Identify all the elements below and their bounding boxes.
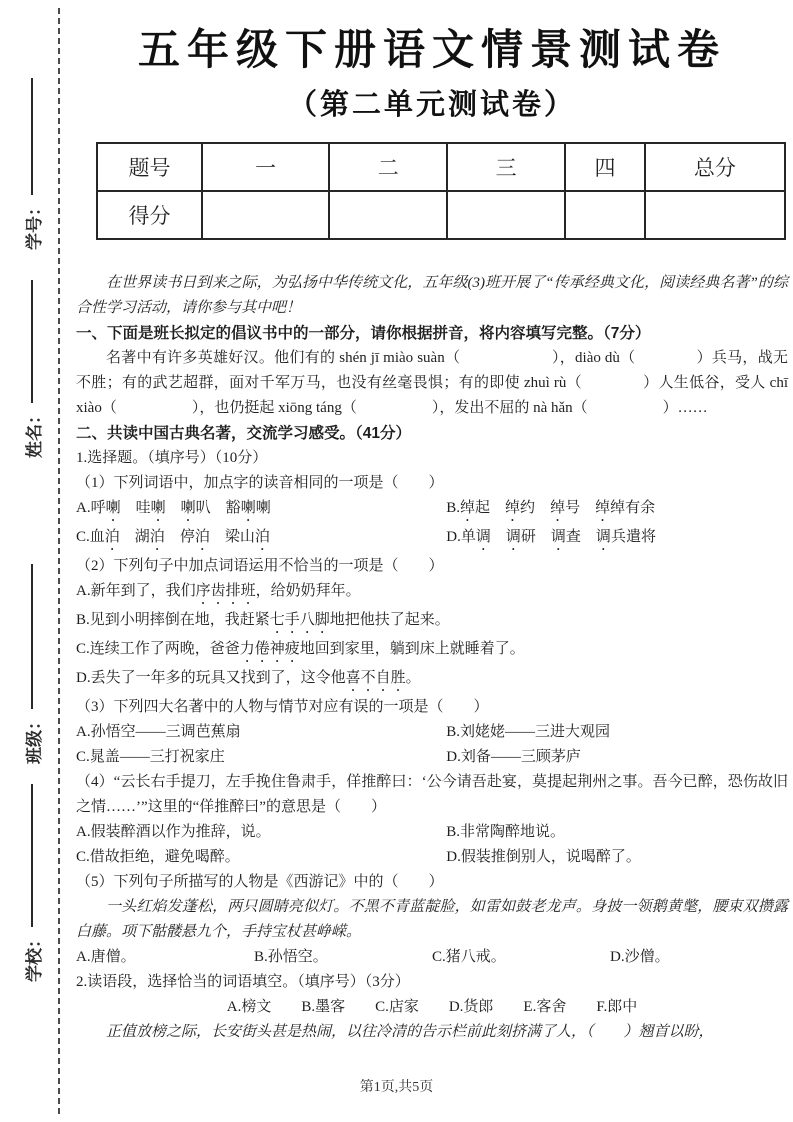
q1-1-stem: （1）下列词语中，加点字的读音相同的一项是（ ） [76,475,444,491]
school-blank-line [31,784,33,927]
section-one-pinyin-passage: 名著中有许多英雄好汉。他们有的 shén jī miào suàn（ ），diào dù（ ）兵马，战无不胜；有的武艺超群，面对千军万马，也没有丝毫畏惧；有的即使 zhuì rù（ ）人生低谷，受人 chī xiào（ ），也仍挺起 xiōng táng（ ），发出不屈的 nà hǎn（ ）…… [76,350,788,416]
exam-title: 五年级下册语文情景测试卷 [137,28,726,74]
q1-1-options-row-2 [76,525,788,554]
q1-4-option-c: C.借故拒绝，避免喝醉。 [76,849,240,865]
q2-word-bank: A.榜文 B.墨客 C.店家 D.货郎 E.客舍 F.郎中 [226,999,638,1015]
q1-4-option-b: B.非常陶醉地说。 [446,824,565,840]
class-blank-line [31,564,33,709]
q1-5-option-a: A.唐僧。 [76,949,136,965]
q1-1-option-b: B.绰起 绰约 绰号 绰绰有余 [446,500,656,516]
q1-3-options-row-1 [76,720,788,745]
score-cell [202,191,330,239]
score-header-cell: 三 [447,143,565,191]
class-label: 班级： [24,713,44,764]
name-blank-line [31,280,33,403]
exam-page [76,0,788,1045]
q1-3-option-a: A.孙悟空——三调芭蕉扇 [76,724,241,740]
section-one-heading: 一、下面是班长拟定的倡议书中的一部分，请你根据拼音，将内容填写完整。（7分） [76,325,651,342]
score-cell [447,191,565,239]
score-cell [645,191,785,239]
sidebar-field-student-id [16,78,48,250]
sidebar-field-name [16,280,48,458]
score-header-cell: 总分 [645,143,785,191]
q1-4-option-d: D.假装推倒别人，说喝醉了。 [446,849,641,865]
q1-1-option-a: A.呼喇 哇喇 喇叭 豁喇喇 [76,500,271,516]
score-cell [565,191,645,239]
q1-5-stem: （5）下列句子所描写的人物是《西游记》中的（ ） [76,874,444,890]
q1-4-options-row-1 [76,820,788,845]
score-table-score-row [97,191,785,239]
q1-2-option-d: D.丢失了一年多的玩具又找到了，这令他喜不自胜。 [76,670,421,686]
q1-5-option-c: C.猪八戒。 [432,949,506,965]
q2-passage: 正值放榜之际，长安街头甚是热闹，以往冷清的告示栏前此刻挤满了人，（ ）翘首以盼， [106,1024,714,1040]
q1-5-options-row [76,945,788,970]
q1-4-option-a: A.假装醉酒以作为推辞，说。 [76,824,271,840]
q1-3-option-b: B.刘姥姥——三进大观园 [446,724,610,740]
intro-paragraph: 在世界读书日到来之际，为弘扬中华传统文化，五年级(3)班开展了“传承经典文化，阅读经典名著”的综合性学习活动，请你参与其中吧！ [76,275,788,316]
page-footer: 第1页,共5页 [359,1080,434,1095]
q1-5-option-d: D.沙僧。 [610,949,670,965]
student-id-label: 学号： [24,199,44,250]
q1-2-stem: （2）下列句子中加点词语运用不恰当的一项是（ ） [76,558,444,574]
sidebar-field-school [16,784,48,982]
school-label: 学校： [24,931,44,982]
section-two-heading: 二、共读中国古典名著，交流学习感受。（41分） [76,425,411,442]
score-header-cell: 一 [202,143,330,191]
score-row-label: 得分 [97,191,202,239]
q1-3-option-d: D.刘备——三顾茅庐 [446,749,581,765]
score-header-cell: 题号 [97,143,202,191]
q1-1-option-d: D.单调 调研 调查 调兵遣将 [446,529,656,545]
q1-1-options-row-1 [76,496,788,525]
exam-subtitle: （第二单元测试卷） [287,89,576,121]
score-table [96,142,786,240]
q1-5-option-b: B.孙悟空。 [254,949,328,965]
sidebar-field-class [16,564,48,764]
score-header-cell: 四 [565,143,645,191]
q1-4-stem: （4）“云长右手提刀，左手挽住鲁肃手，佯推醉曰：‘公今请吾赴宴，莫提起荆州之事。吾今已醉，恐伤故旧之情……’”这里的“佯推醉曰”的意思是（ ） [76,774,788,815]
name-label: 姓名： [24,407,44,458]
score-header-cell: 二 [329,143,447,191]
question-1-stem: 1.选择题。（填序号）（10分） [76,450,268,466]
q1-2-option-a: A.新年到了，我们序齿排班，给奶奶拜年。 [76,583,361,599]
score-cell [329,191,447,239]
q1-2-option-b: B.见到小明摔倒在地，我赶紧七手八脚地把他扶了起来。 [76,612,450,628]
q1-2-option-c: C.连续工作了两晚，爸爸力倦神疲地回到家里，躺到床上就睡着了。 [76,641,525,657]
student-id-blank-line [31,78,33,195]
dashed-cut-line [58,8,60,1114]
q1-3-options-row-2 [76,745,788,770]
q1-3-option-c: C.晁盖——三打祝家庄 [76,749,225,765]
question-2-stem: 2.读语段，选择恰当的词语填空。（填序号）（3分） [76,974,410,990]
q1-5-quote: 一头红焰发蓬松，两只圆睛亮似灯。不黑不青蓝靛脸，如雷如鼓老龙声。身披一领鹅黄氅，腰束双攒露白藤。项下骷髅悬九个，手持宝杖甚峥嵘。 [76,899,788,940]
q1-4-options-row-2 [76,845,788,870]
q1-1-option-c: C.血泊 湖泊 停泊 梁山泊 [76,529,270,545]
exam-body [76,271,788,1045]
score-table-header-row [97,143,785,191]
q1-3-stem: （3）下列四大名著中的人物与情节对应有误的一项是（ ） [76,699,489,715]
